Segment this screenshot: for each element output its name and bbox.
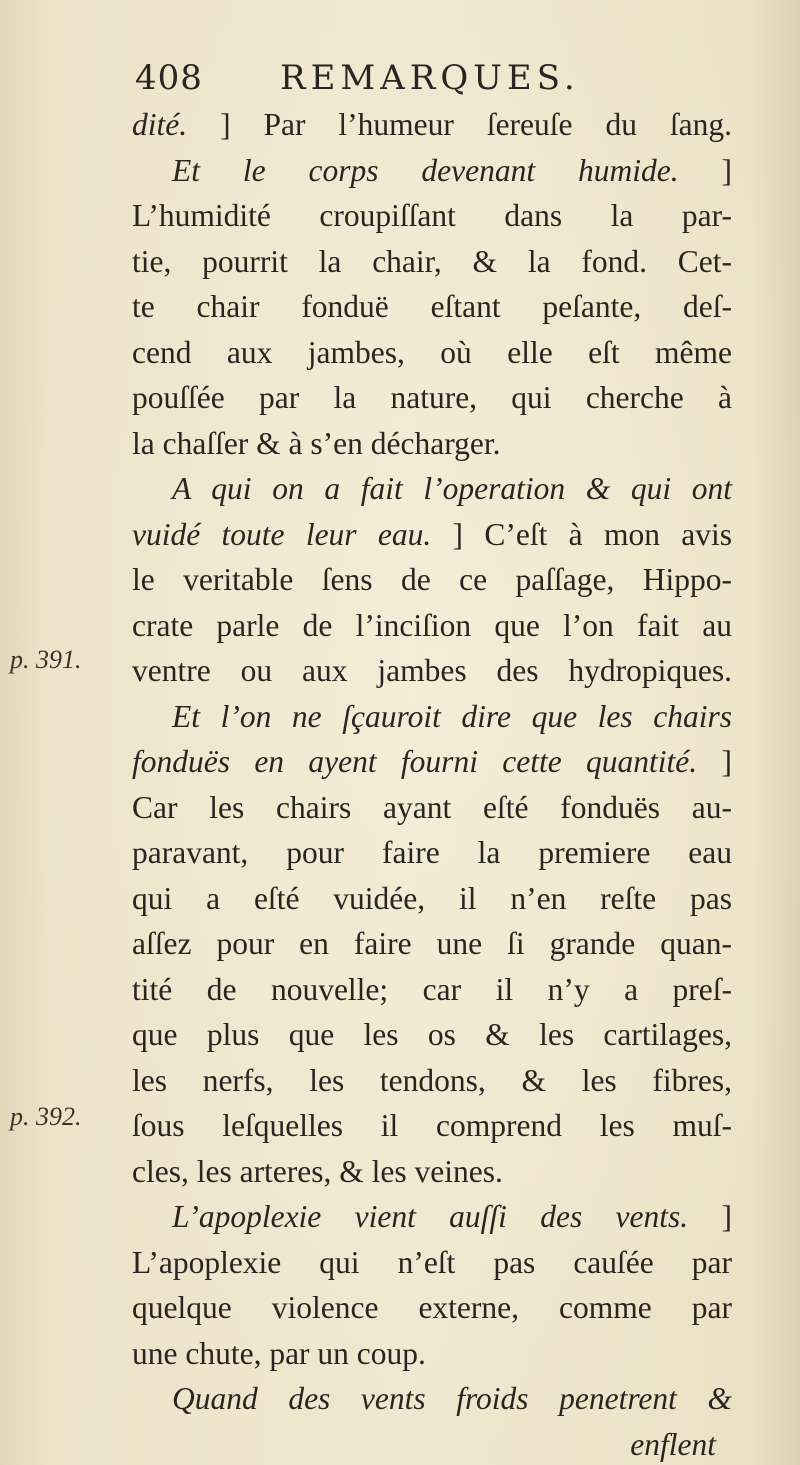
text-segment: Car les chairs ayant eſté fonduës au- (132, 789, 732, 825)
text-line (132, 1331, 732, 1377)
text-segment: le veritable ſens de ce paſſage, Hippo- (132, 562, 732, 597)
text-segment: cles, les arteres, & les veines. (132, 1153, 503, 1189)
italic-segment: dité. (132, 107, 188, 142)
text-segment: L’humidité croupiſſant dans la par- (132, 198, 732, 233)
text-line (132, 1103, 732, 1149)
text-segment: aſſez pour en faire une ſi grande quan- (132, 926, 732, 961)
text-line (132, 102, 732, 148)
text-line (132, 193, 732, 239)
text-segment: ] (697, 744, 732, 779)
text-line (132, 1149, 732, 1195)
text-line (132, 785, 732, 831)
text-segment: que plus que les os & les cartilages, (132, 1017, 732, 1052)
text-segment: te chair fonduë eſtant peſante, deſ- (132, 289, 732, 324)
text-line (132, 1240, 732, 1286)
text-line (132, 330, 732, 376)
italic-segment: Et le corps devenant humide. (172, 152, 679, 188)
margin-note: p. 391. (10, 645, 82, 674)
text-segment: paravant, pour faire la premiere eau (132, 835, 732, 870)
text-line (132, 466, 732, 512)
text-line (132, 1376, 732, 1422)
italic-segment: vuidé toute leur eau. (132, 516, 432, 552)
text-segment: ſous leſquelles il comprend les muſ- (132, 1108, 732, 1143)
italic-segment: L’apoplexie vient auſſi des vents. (172, 1199, 689, 1234)
italic-segment: A qui on a fait l’operation & qui ont (172, 471, 732, 506)
text-segment: la chaſſer & à s’en décharger. (132, 425, 501, 461)
italic-segment: fonduës en ayent fourni cette quantité. (132, 744, 698, 779)
text-segment: ] (678, 152, 732, 188)
margin-note: p. 392. (10, 1102, 82, 1131)
text-line (132, 557, 732, 603)
page-number: 408 (135, 58, 203, 98)
text-segment: quelque violence externe, comme par (132, 1290, 732, 1325)
text-line (132, 921, 732, 967)
text-line (132, 1012, 732, 1058)
italic-segment: enflent (630, 1426, 716, 1462)
italic-segment: Quand des vents froids penetrent & (172, 1381, 732, 1416)
text-line (132, 1285, 732, 1331)
text-line (132, 1194, 732, 1240)
text-segment: les nerfs, les tendons, & les fibres, (132, 1062, 732, 1098)
text-segment: crate parle de l’inciſion que l’on fait au (132, 607, 732, 643)
text-segment: une chute, par un coup. (132, 1335, 426, 1371)
text-segment: ] (688, 1199, 732, 1234)
text-segment: pouſſée par la nature, qui cherche à (132, 380, 732, 415)
text-segment: L’apoplexie qui n’eſt pas cauſée par (132, 1244, 732, 1280)
text-line (132, 876, 732, 922)
text-segment: qui a eſté vuidée, il n’en reſte pas (132, 880, 732, 916)
italic-segment: Et l’on ne ſçauroit dire que les chairs (172, 698, 732, 734)
text-line (132, 830, 732, 876)
text-segment: ] Par l’humeur ſereuſe du ſang. (187, 107, 732, 142)
page-header (135, 58, 735, 102)
text-line (132, 603, 732, 649)
body-text (132, 102, 732, 1465)
text-line (132, 648, 732, 694)
text-line (132, 967, 732, 1013)
text-line (132, 284, 732, 330)
text-segment: tie, pourrit la chair, & la fond. Cet- (132, 243, 732, 279)
text-segment: cend aux jambes, où elle eſt même (132, 334, 732, 370)
text-line (132, 421, 732, 467)
text-line (132, 694, 732, 740)
text-segment: tité de nouvelle; car il n’y a preſ- (132, 971, 732, 1007)
catchword (132, 1422, 732, 1465)
text-line (132, 239, 732, 285)
text-line (132, 1058, 732, 1104)
text-line (132, 512, 732, 558)
running-head: REMARQUES. (280, 58, 580, 98)
text-segment: ] C’eſt à mon avis (431, 516, 732, 552)
text-line (132, 739, 732, 785)
text-line (132, 375, 732, 421)
text-segment: ventre ou aux jambes des hydropiques. (132, 653, 732, 688)
text-line (132, 148, 732, 194)
